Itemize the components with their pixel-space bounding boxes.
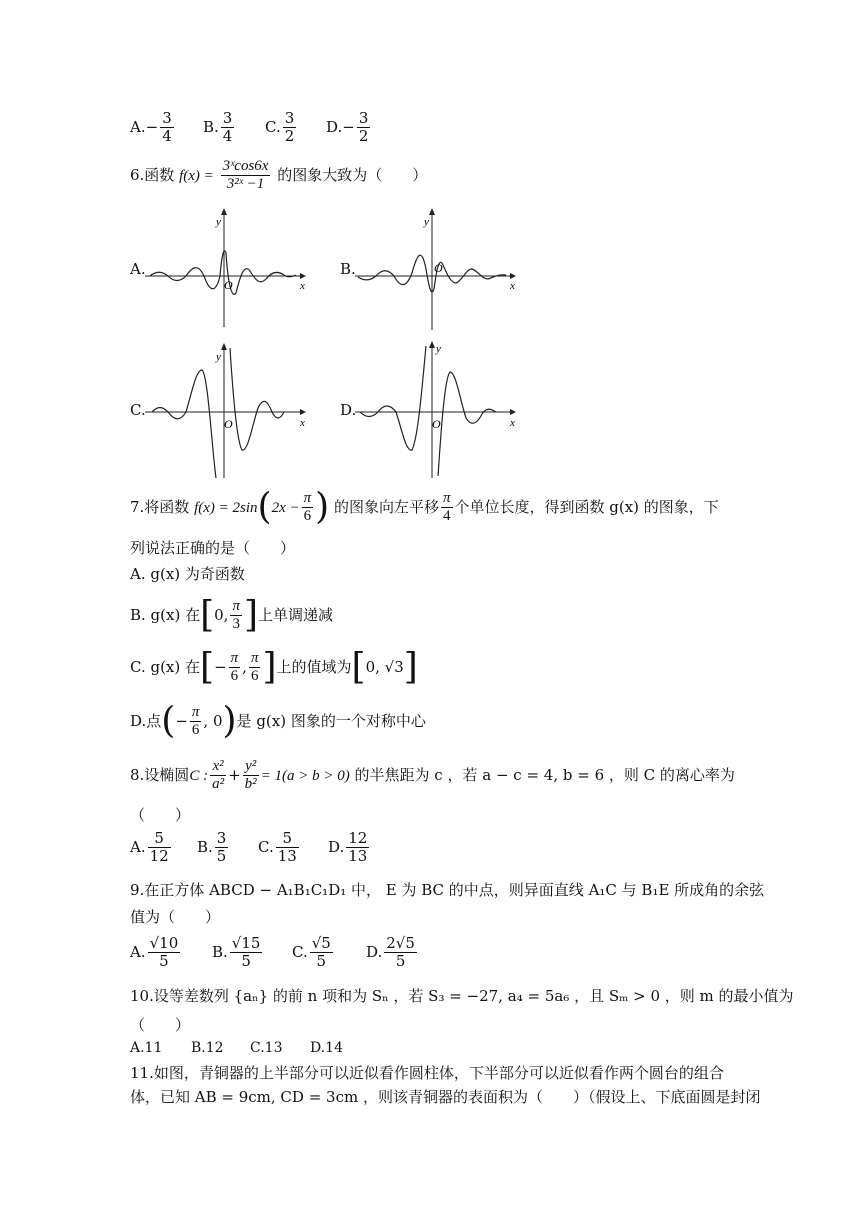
graph-c bbox=[140, 340, 315, 480]
graph-d-y-label: y bbox=[436, 343, 441, 355]
graph-c-origin: O bbox=[224, 417, 233, 431]
q6-stem: 6.函数 f(x) = $\frac{\text{3ˣcos6x}}{\text{3²ˣ −1}}$ 的图象大致为（ ） bbox=[130, 158, 428, 193]
graph-b bbox=[350, 205, 525, 330]
q8-option-c: C. $\frac{5}{13}$ bbox=[258, 829, 297, 866]
q8-option-d: D. $\frac{12}{13}$ bbox=[328, 829, 368, 866]
q7-stem-line1: 7.将函数 f(x) = 2sin(2x − $\frac{\pi}{6}$ ) 的图象向左平移 $\frac{\pi}{4}$ 个单位长度，得到函数 g(x) 的图象，下 bbox=[130, 486, 719, 528]
q7-option-a: A. g(x) 为奇函数 bbox=[130, 565, 245, 583]
q11-stem-line2: 体，已知 AB = 9cm, CD = 3cm ，则该青铜器的表面积为（ ）（假设上、下底面圆是封闭 bbox=[130, 1088, 761, 1106]
graph-c-y-label: y bbox=[216, 351, 221, 363]
q5-option-c: C. $\frac{3}{2}$ bbox=[265, 109, 295, 146]
q5-option-d: D.− $\frac{3}{2}$ bbox=[326, 109, 369, 146]
q9-option-b: B. $\frac{√15}{5}$ bbox=[212, 934, 261, 971]
q5-option-b: B. $\frac{3}{4}$ bbox=[203, 109, 233, 146]
q10-stem: 10.设等差数列 {aₙ} 的前 n 项和为 Sₙ ，若 S₃ = −27, a₄ = 5a₆ ，且 Sₘ > 0 ，则 m 的最小值为 bbox=[130, 987, 794, 1005]
q8-option-a: A. $\frac{5}{12}$ bbox=[130, 829, 169, 866]
graph-d-x-label: x bbox=[510, 417, 515, 429]
graph-b-y-label: y bbox=[424, 216, 429, 228]
q11-stem-line1: 11.如图，青铜器的上半部分可以近似看作圆柱体，下半部分可以近似看作两个圆台的组合 bbox=[130, 1064, 724, 1082]
q10-option-a: A.11 bbox=[130, 1040, 163, 1056]
graph-b-origin: O bbox=[434, 261, 443, 275]
q10-option-d: D.14 bbox=[310, 1040, 343, 1056]
graph-a-label: A. bbox=[130, 260, 146, 278]
q9-option-a: A. $\frac{√10}{5}$ bbox=[130, 934, 179, 971]
graph-c-x-label: x bbox=[300, 417, 305, 429]
q10-answer-paren: （ ） bbox=[130, 1016, 191, 1034]
graph-a-x-label: x bbox=[300, 280, 305, 292]
graph-b-x-label: x bbox=[510, 280, 515, 292]
q8-option-b: B. $\frac{3}{5}$ bbox=[197, 829, 227, 866]
graph-d-label: D. bbox=[340, 401, 357, 419]
q5-option-a: A.− $\frac{3}{4}$ bbox=[130, 109, 172, 146]
q9-option-d: D. $\frac{2√5}{5}$ bbox=[366, 934, 415, 971]
q7-option-c: C. g(x) 在[− $\frac{\pi}{6}$ , $\frac{\pi}{6}$ ]上的值域为[0, √3] bbox=[130, 646, 418, 688]
q10-option-c: C.13 bbox=[250, 1040, 283, 1056]
graph-b-label: B. bbox=[340, 260, 356, 278]
q9-stem-line1: 9.在正方体 ABCD − A₁B₁C₁D₁ 中， E 为 BC 的中点，则异面直线 A₁C 与 B₁E 所成角的余弦 bbox=[130, 881, 765, 899]
graph-a-origin: O bbox=[224, 278, 233, 292]
graph-a bbox=[140, 205, 315, 330]
q8-answer-paren: （ ） bbox=[130, 806, 191, 824]
graph-d bbox=[350, 338, 525, 480]
q7-option-d: D.点(− $\frac{\pi}{6}$ , 0)是 g(x) 图象的一个对称中心 bbox=[130, 700, 426, 742]
graph-c-label: C. bbox=[130, 401, 146, 419]
q9-stem-line2: 值为（ ） bbox=[130, 908, 221, 926]
q10-option-b: B.12 bbox=[191, 1040, 224, 1056]
q7-stem-line2: 列说法正确的是（ ） bbox=[130, 539, 296, 557]
graph-d-origin: O bbox=[432, 417, 441, 431]
q9-option-c: C. $\frac{√5}{5}$ bbox=[292, 934, 331, 971]
q8-stem: 8.设椭圆C : $\frac{\text{x²}}{\text{a²}}$ + $\frac{\text{y²}}{\text{b²}}$ = 1(a > b > 0) 的半焦距为 c ，若 a − c = 4, b = 6 ，则 C 的离心率为 bbox=[130, 758, 735, 793]
q7-option-b: B. g(x) 在[0, $\frac{\pi}{3}$ ]上单调递减 bbox=[130, 594, 334, 636]
graph-a-y-label: y bbox=[216, 216, 221, 228]
